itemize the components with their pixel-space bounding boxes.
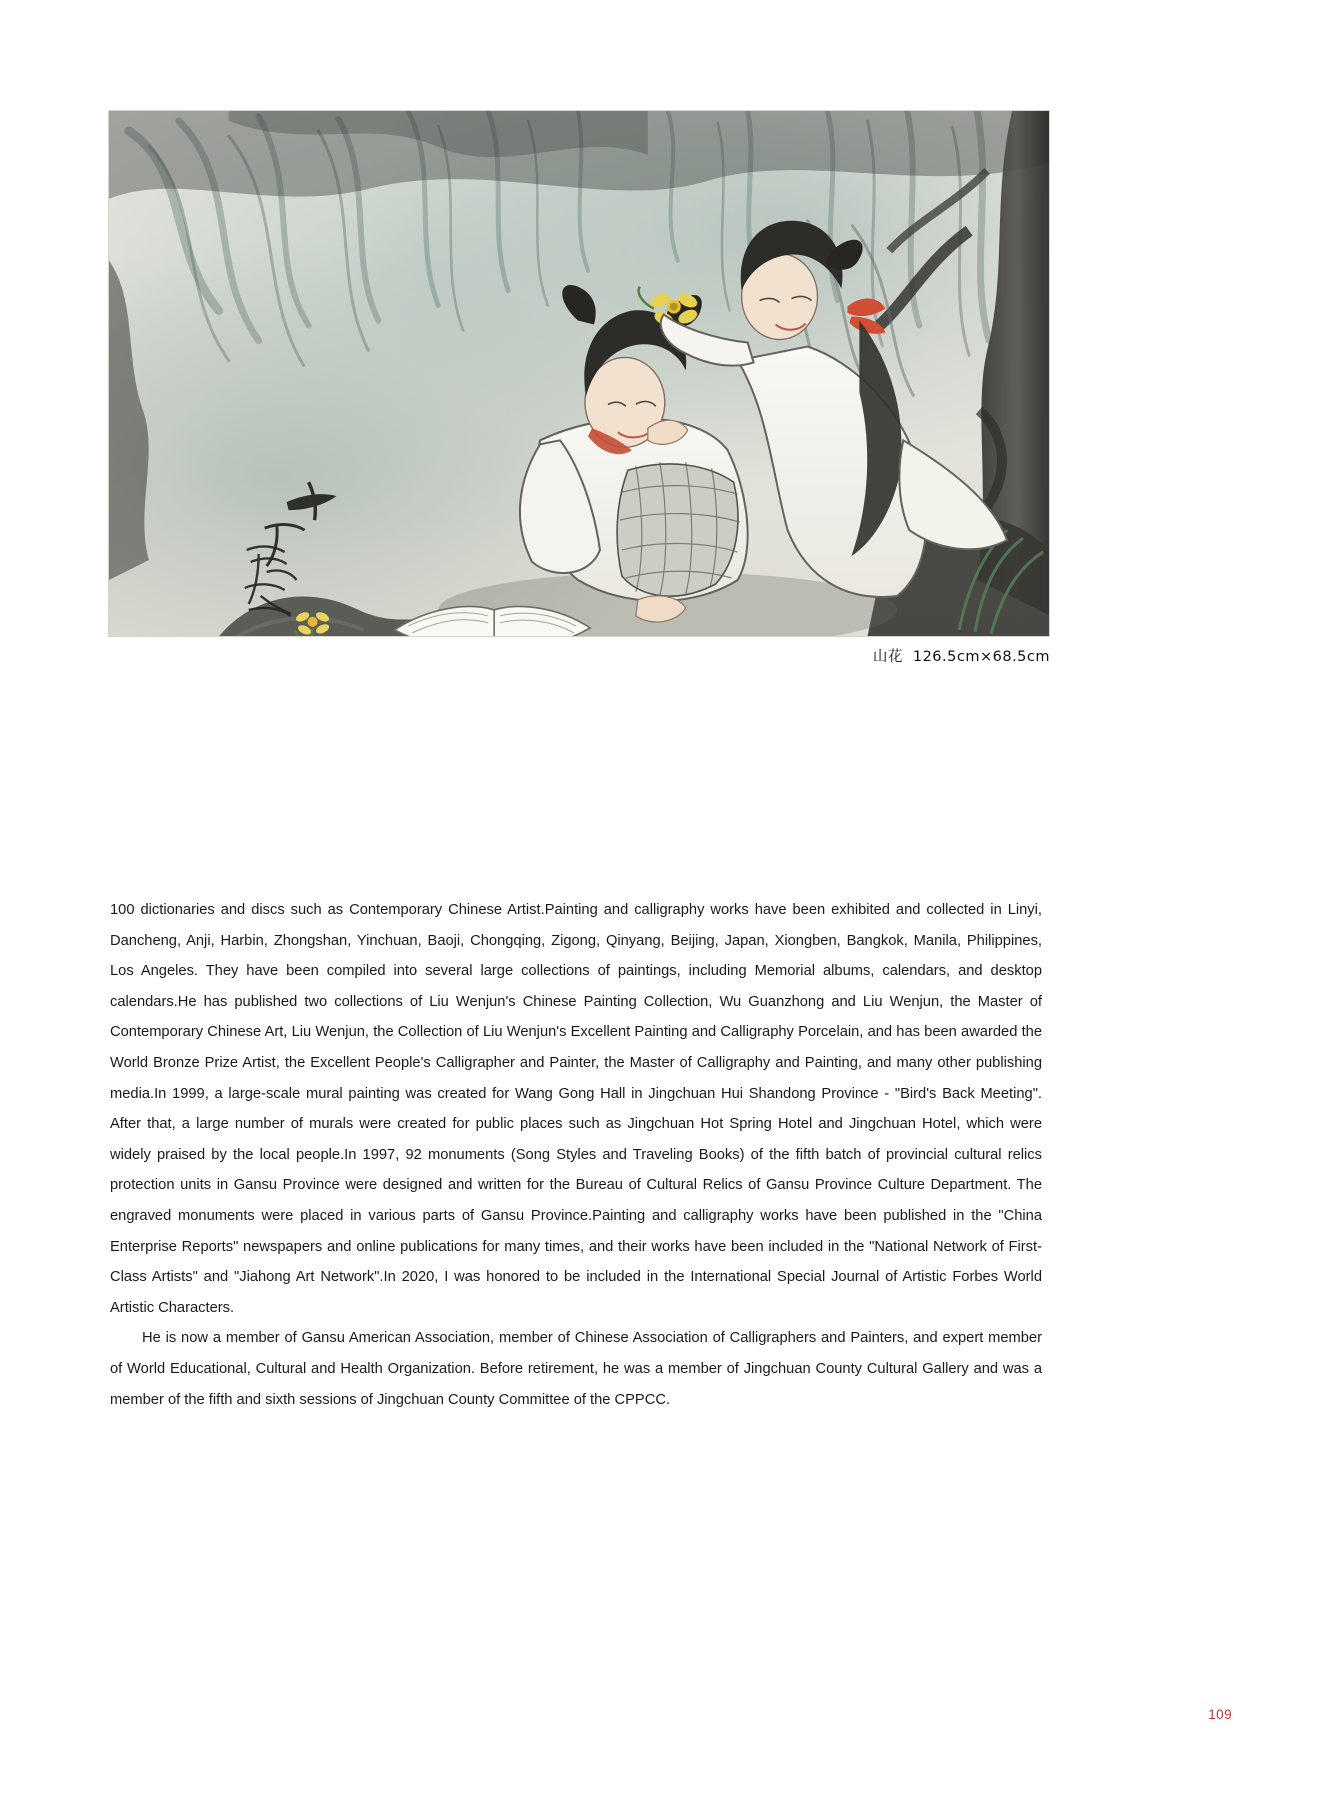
artwork-caption <box>108 645 1050 666</box>
page-number: 109 <box>1208 1707 1232 1722</box>
shan-hua-painting-image <box>109 111 1049 637</box>
artwork-caption-dimensions: 126.5cm×68.5cm <box>912 649 1050 665</box>
paragraph-biography-publications: 100 dictionaries and discs such as Contemporary Chinese Artist.Painting and calligraphy works have been exhibited and collected in Linyi, Dancheng, Anji, Harbin, Zhongshan, Yinchuan, Baoji, Chongqing, Zigong, Qinyang, Beijing, Japan, Xiongben, Bangkok, Manila, Philippines, Los Angeles. They have been compiled into several large collections of paintings, including Memorial albums, calendars, and desktop calendars.He has published two collections of Liu Wenjun's Chinese Painting Collection, Wu Guanzhong and Liu Wenjun, the Master of Contemporary Chinese Art, Liu Wenjun, the Collection of Liu Wenjun's Excellent Painting and Calligraphy Porcelain, and has been awarded the World Bronze Prize Artist, the Excellent People's Calligrapher and Painter, the Master of Calligraphy and Painting, and many other publishing media.In 1999, a large-scale mural painting was created for Wang Gong Hall in Jingchuan Hui Shandong Province - "Bird's Back Meeting". After that, a large number of murals were created for public places such as Jingchuan Hot Spring Hotel and Jingchuan Hotel, which were widely praised by the local people.In 1997, 92 monuments (Song Styles and Traveling Books) of the fifth batch of provincial cultural relics protection units in Gansu Province were designed and written for the Bureau of Cultural Relics of Gansu Province Culture Department. The engraved monuments were placed in various parts of Gansu Province.Painting and calligraphy works have been published in the "China Enterprise Reports" newspapers and online publications for many times, and their works have been included in the "National Network of First-Class Artists" and "Jiahong Art Network".In 2020, I was honored to be included in the International Special Journal of Artistic Forbes World Artistic Characters. <box>110 902 1042 1316</box>
artwork-image-frame <box>108 110 1050 637</box>
paragraph-memberships: He is now a member of Gansu American Association, member of Chinese Association of Calligraphers and Painters, and expert member of World Educational, Cultural and Health Organization. Before retirement, he was a member of Jingchuan County Cultural Gallery and was a member of the fifth and sixth sessions of Jingchuan County Committee of the CPPCC. <box>110 1330 1042 1408</box>
body-text <box>110 895 1042 1415</box>
artwork-caption-title: 山花 <box>872 649 903 665</box>
artwork-block <box>108 110 1050 666</box>
